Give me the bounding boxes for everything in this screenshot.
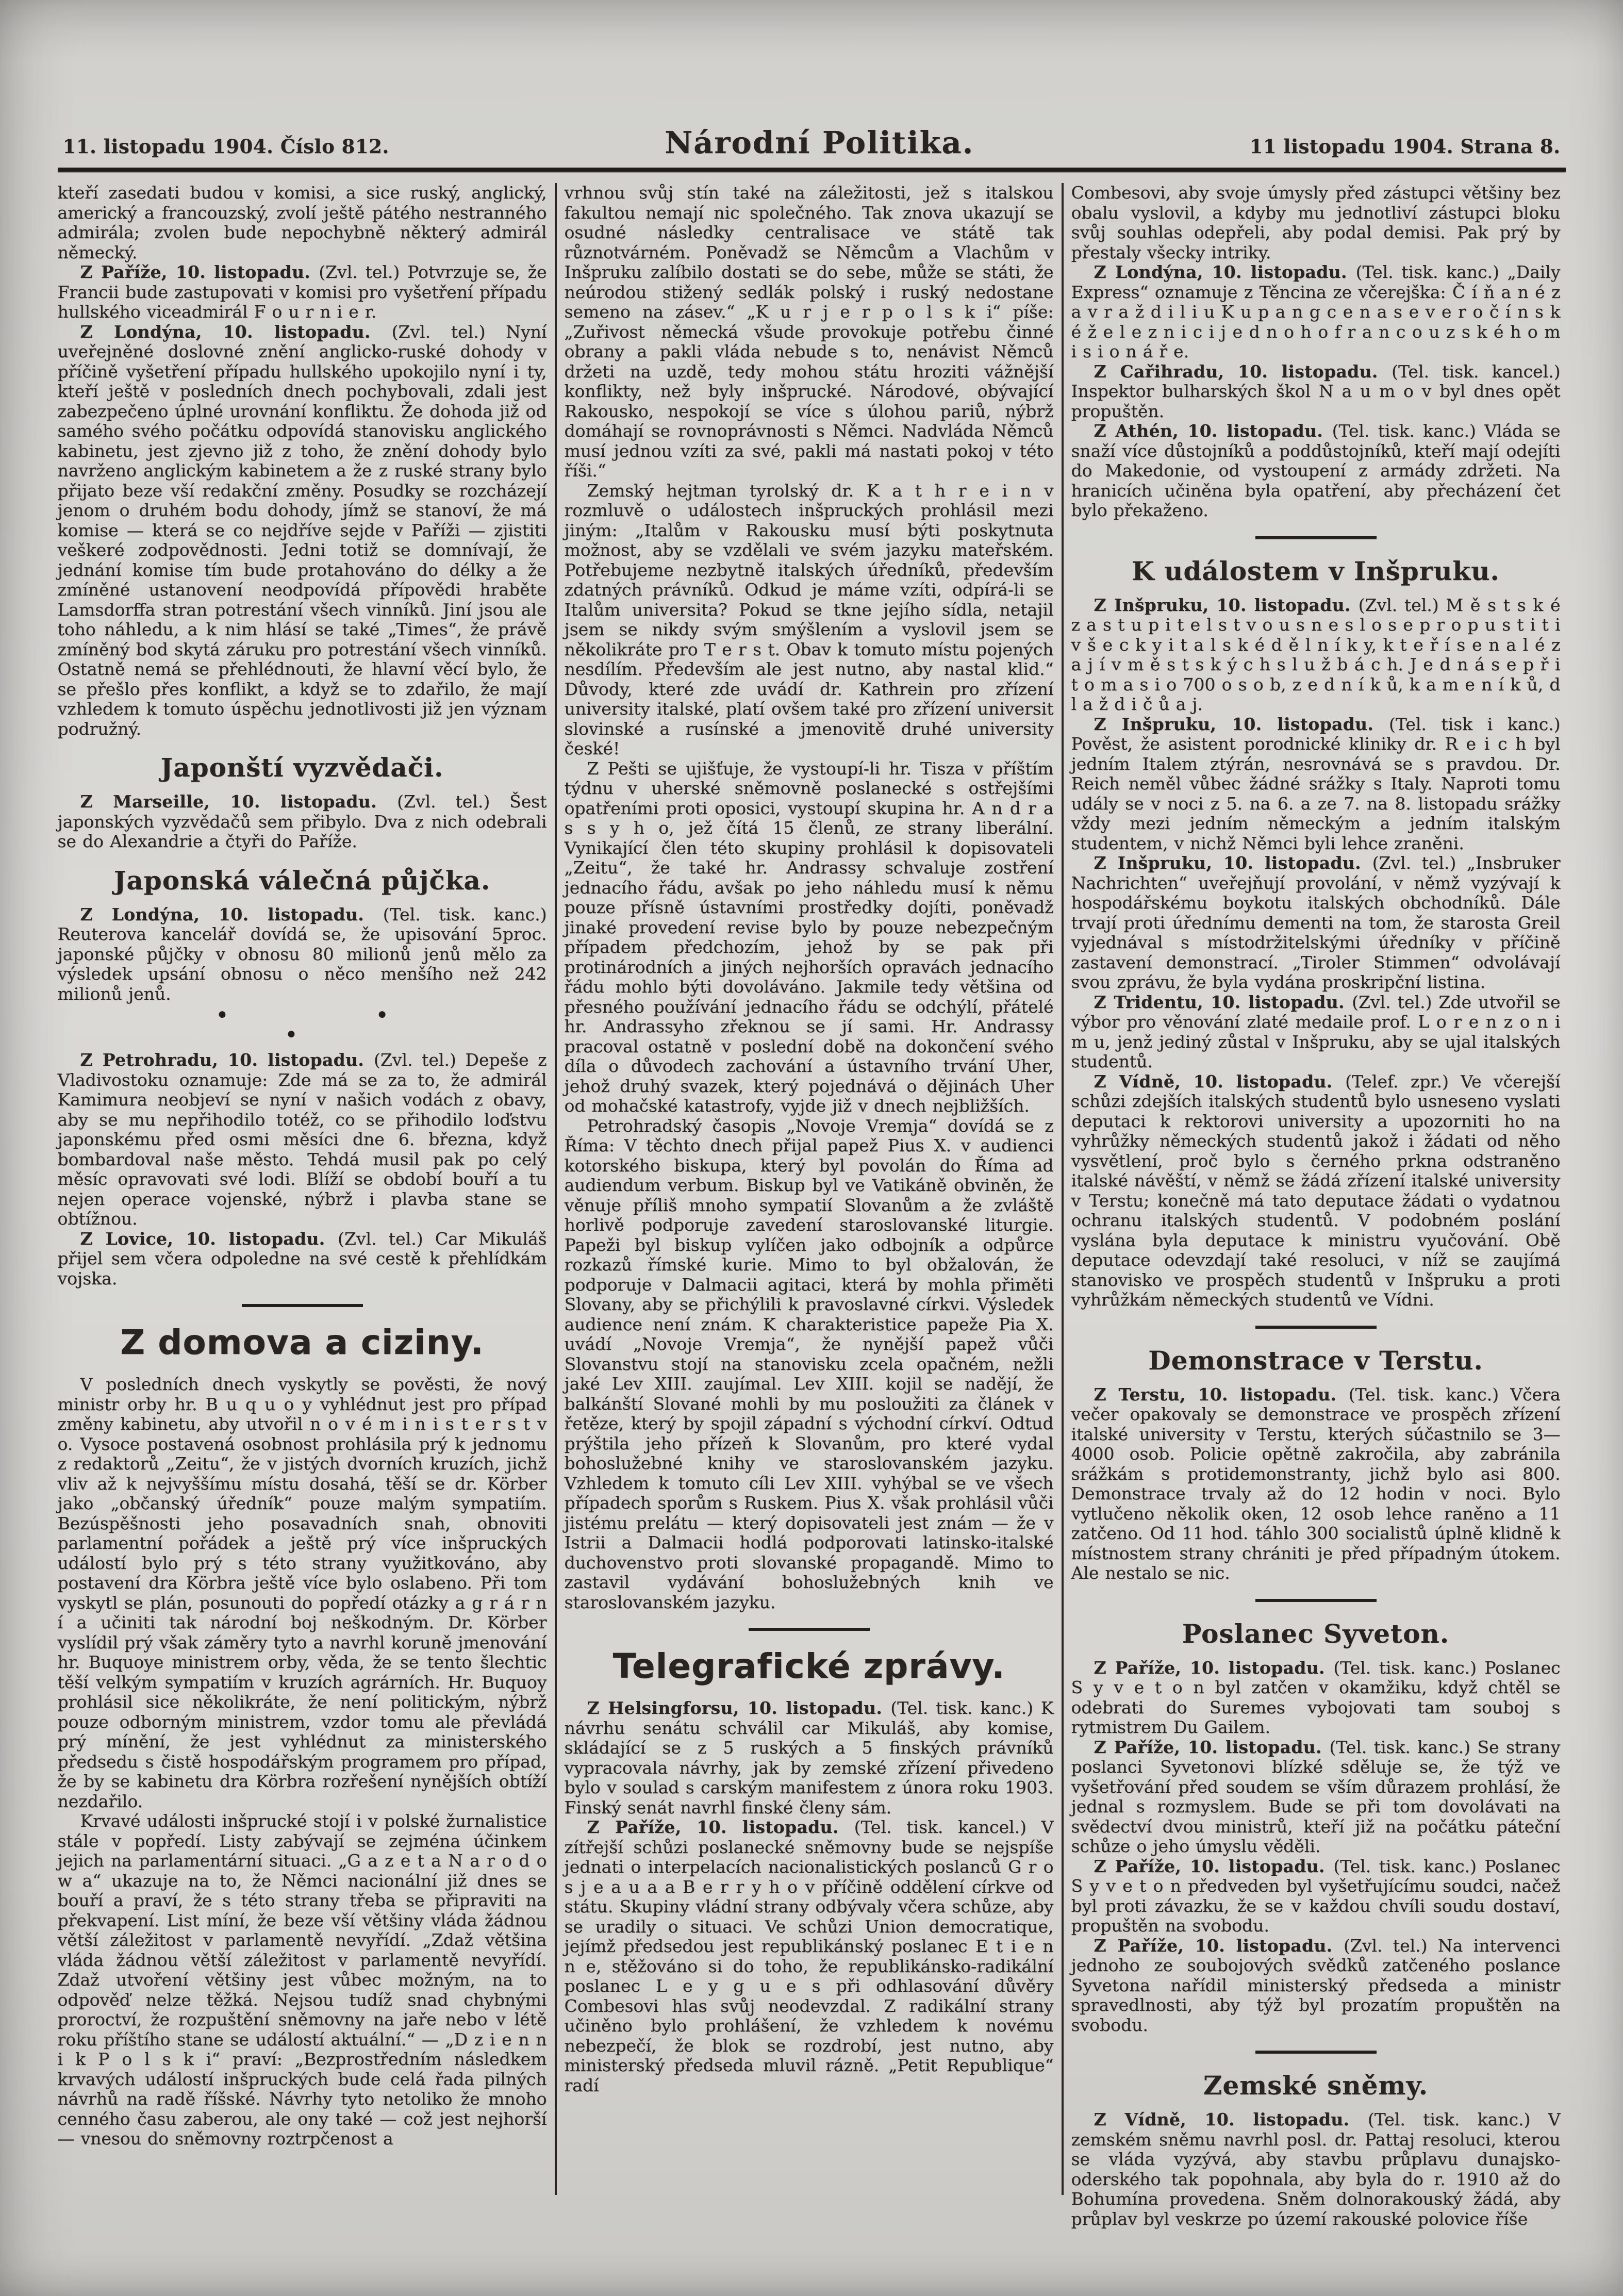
newspaper-column-center <box>565 183 1054 2229</box>
news-paragraph: Z Helsingforsu, 10. listopadu. (Tel. tisk. kanc.) K návrhu senátu schválil car Mikuláš, aby komise, skládající se z 5 ruských a 5 finských právníků vypracovala návrhy, jak by zemské zřízení přivedeno bylo v soulad s carským manifestem z února roku 1903. Finský senát navrhl finské členy sám. <box>564 1698 1054 1818</box>
section-divider-rule <box>749 1628 870 1631</box>
dateline: Z Helsingforsu, 10. listopadu. <box>587 1698 891 1718</box>
article-heading: Z domova a ciziny. <box>120 1323 484 1362</box>
newspaper-column-right <box>1071 183 1561 2229</box>
news-paragraph: Z Vídně, 10. listopadu. (Telef. zpr.) Ve včerejší schůzi zdejších italských studentů bylo usneseno vyslati deputaci k rektorovi university a upozorniti ho na vyhrůžky německých studentů jakož i žádati od něho vysvětlení, proč bylo s černého prkna odstraněno italské návěští, v němž se žádá zřízení italské university v Terstu; konečně má tato deputace žádati o vydatnou ochranu italských studentů. V podobném poslání vyslána byla deputace k ministru vyučování. Obě deputace odevzdají také resoluci, v níž se zaujímá stanovisko ve prospěch studentů v Inšpruku a proti vyhrůžkám německých studentů ve Vídni. <box>1071 1071 1561 1310</box>
news-paragraph: Z Athén, 10. listopadu. (Tel. tisk. kanc.) Vláda se snaží více důstojníků a poddůstojníků, kteří mají odejíti do Makedonie, od vystoupení z armády zdržeti. Na hranicích učiněna byla opatření, aby přecházení čet bylo překaženo. <box>1071 421 1561 520</box>
dateline: Z Londýna, 10. listopadu. <box>80 321 392 342</box>
dateline: Z Paříže, 10. listopadu. <box>1094 1856 1334 1876</box>
section-divider-rule <box>1255 1599 1377 1602</box>
news-paragraph: Z Paříže, 10. listopadu. (Tel. tisk. kancel.) V zítřejší schůzi poslanecké sněmovny bude se nejspíše jednati o interpelacích nacionalistických poslanců G r o s j e a u a a B e r r y h o v příčině oddělení církve od státu. Skupiny vládní strany odbývaly včera schůze, aby se uradily o situaci. Ve schůzi Union democratique, jejímž předsedou jest republikánský poslanec E t i e n n e, stěžováno si do toho, že republikánsko-radikální poslanec L e y g u e s při odhlasování důvěry Combesovi hlas svůj neodevzdal. Z radikální strany učiněno bylo prohlášení, že vzhledem k novému nebezpečí, že blok se rozdrobí, jest nutno, aby ministerský předseda mluvil rázně. „Petit Republique“ radí <box>564 1817 1054 2095</box>
columns-wrap <box>58 183 1566 2229</box>
news-paragraph: Z Inšpruku, 10. listopadu. (Zvl. tel.) M ě s t s k é z a s t u p i t e l s t v o u s n e s l o s e p r o p u s t i t i v š e c k y i t a l s k é d ě l n í k y, k t e ř í s e n a l é z a j í v m ě s t s k ý c h s l u ž b á c h. J e d n á s e p ř i t o m a s i o 700 o s o b, z e d n í k ů, k a m e n í k ů, d l a ž d i č ů a j. <box>1071 594 1561 714</box>
column-divider-rule <box>1062 183 1064 2195</box>
dateline: Z Cařihradu, 10. listopadu. <box>1094 361 1392 382</box>
news-paragraph: Z Londýna, 10. listopadu. (Tel. tisk. kanc.) Reuterova kancelář dovídá se, že upisování 5proc. japonské půjčky v obnosu 80 milionů jenů mělo za výsledek upsání obnosu o něco menšího než 242 milionů jenů. <box>57 904 547 1004</box>
section-divider-rule <box>1255 536 1377 539</box>
article-heading: Demonstrace v Terstu. <box>1148 1345 1483 1376</box>
news-paragraph: Z Vídně, 10. listopadu. (Tel. tisk. kanc.) V zemském sněmu navrhl posl. dr. Pattaj resoluci, kterou se vláda vyzývá, aby stavbu průplavu dunajsko-oderského tak popohnala, aby byla do r. 1910 až do Bohumína provedena. Sněm dolnorakouský žádá, aby průplav byl veskrze po území rakouské polovice říše <box>1071 2109 1561 2229</box>
asterism-divider <box>58 1008 547 1049</box>
page-header <box>58 125 1566 168</box>
news-paragraph: Z Tridentu, 10. listopadu. (Zvl. tel.) Zde utvořil se výbor pro věnování zlaté medaile prof. L o r e n z o n i m u, jenž jediný zůstal v Inšpruku, aby se ujal italských studentů. <box>1071 992 1561 1071</box>
issue-date-left: 11. listopadu 1904. Číslo 812. <box>62 135 389 158</box>
news-paragraph: Z Inšpruku, 10. listopadu. (Zvl. tel.) „Insbruker Nachrichten“ uveřejňují provolání, v němž vyzývají k hospodářskému boykotu italských obchodníků. Dále trvají proti úřednímu dementi na tom, že starosta Greil vyjednával s místodržitelskými úředníky v příčině zastavení demonstrací. „Tiroler Stimmen“ odvolávají svou zprávu, že byla vydána proskripční listina. <box>1071 853 1561 992</box>
news-paragraph: Z Paříže, 10. listopadu. (Tel. tisk. kanc.) Poslanec S y v e t o n byl zatčen v okamžiku, když chtěl se odebrati do Suremes vybojovati tam souboj s rytmistrem Du Gailem. <box>1071 1657 1561 1737</box>
news-paragraph: Z Pešti se ujišťuje, že vystoupí-li hr. Tisza v příštím týdnu v uherské sněmovně poslanecké s ostřejšími opatřeními proti oposici, vystoupí skupina hr. A n d r a s s y h o, jež čítá 15 členů, ze strany liberální. Vynikající člen této skupiny prohlásil k dopisovateli „Zeitu“, že také hr. Andrassy schvaluje zostření jednacího řádu, avšak po jeho náhledu musí k němu pouze přísně ústavními prostředky dojíti, poněvadž jinaké provedení revise bylo by pouze nebezpečným případem předchozím, jehož by se pak při protinárodních a jiných nejhorších opravách jednacího řádu mohlo býti dovoláváno. Jakmile tedy většina od přesného používání jednacího řádu se odchýlí, přátelé hr. Andrassyho zřeknou se jí sami. Hr. Andrassy pracoval ostatně v poslední době na dokončení svého díla o důvodech zachování a ústavního trvání Uher, jehož druhý svazek, který pojednává o dějinách Uher od mohačské katastrofy, vyjde již v dnech nejbližších. <box>564 758 1054 1116</box>
news-paragraph: Z Terstu, 10. listopadu. (Tel. tisk. kanc.) Včera večer opakovaly se demonstrace ve prospěch zřízení italské university v Terstu, kterých súčastnilo se 3—4000 osob. Policie opětně zakročila, aby zabránila srážkám s protidemonstranty, jichž bylo asi 800. Demonstrace trvaly až do 12 hodin v noci. Bylo vytlučeno několik oken, 12 osob lehce raněno a 11 zatčeno. Od 11 hod. táhlo 300 socialistů úplně klidně k místnostem strany chrániti je před případným útokem. Ale nestalo se nic. <box>1071 1384 1561 1583</box>
news-paragraph: Krvavé události inšprucké stojí i v polské žurnalistice stále v popředí. Listy zabývají se zejména účinkem jejich na parlamentární situaci. „G a z e t a N a r o d o w a“ ukazuje na to, že Němci nacionální již dnes se bouří a praví, že s této strany třeba se připraviti na překvapení. List míní, že beze vší většiny vláda žádnou větší záležitost v parlamentě nevyřídí. „Zdaž většina vláda žádnou větší záležitost v parlamentě nevyřídí. Zdaž utvoření většiny jest vůbec možným, na to odpověď nelze těžká. Nejsou tudíž snad chybnými proroctví, že rozpuštění sněmovny na jaře nebo v létě roku příštího stane se událostí aktuální.“ — „D z i e n n i k P o l s k i“ praví: „Bezprostředním následkem krvavých událostí inšpruckých bude celá řada pilných návrhů na radě říšské. Návrhy tyto netoliko že mnoho cenného času zaberou, ale ony také — což jest nejhorší — vnesou do sněmovny roztrpčenost a <box>57 1811 547 2149</box>
dateline: Z Petrohradu, 10. listopadu. <box>80 1050 374 1070</box>
dateline: Z Marseille, 10. listopadu. <box>80 791 398 812</box>
news-paragraph: Z Cařihradu, 10. listopadu. (Tel. tisk. kancel.) Inspektor bulharských škol N a u m o v byl dnes opět propuštěn. <box>1071 361 1561 421</box>
dateline: Z Vídně, 10. listopadu. <box>1094 1071 1346 1092</box>
article-heading: Japonští vyzvědači. <box>160 752 444 783</box>
dateline: Z Londýna, 10. listopadu. <box>1094 262 1356 282</box>
dateline: Z Paříže, 10. listopadu. <box>1094 1657 1334 1678</box>
dateline: Z Athén, 10. listopadu. <box>1094 421 1332 441</box>
article-heading: K událostem v Inšpruku. <box>1132 555 1500 586</box>
news-paragraph: Z Paříže, 10. listopadu. (Zvl. tel.) Potvrzuje se, že Francii bude zastupovati v komisi pro vyšetření případu hullského viceadmirál F o u r n i e r. <box>57 262 547 322</box>
dateline: Z Paříže, 10. listopadu. <box>1094 1737 1330 1757</box>
news-paragraph: Z Lovice, 10. listopadu. (Zvl. tel.) Car Mikuláš přijel sem včera odpoledne na své cestě k přehlídkám vojska. <box>57 1228 547 1289</box>
news-paragraph: kteří zasedati budou v komisi, a sice ruský, anglický, americký a francouzský, zvolí ještě pátého nestranného admirála; zvolen bude nepochybně některý admirál německý. <box>57 183 547 262</box>
dateline: Z Inšpruku, 10. listopadu. <box>1094 714 1389 734</box>
header-rule <box>58 168 1566 172</box>
news-paragraph: vrhnou svůj stín také na záležitosti, jež s italskou fakultou nemají nic společného. Tak znova ukazují se osudné následky centralisace ve státě tak různotvárném. Poněvadž se Němcům a Vlachům v Inšpruku zalíbilo dostati se do sebe, může se státi, že neúrodou stižený sedlák polský i ruský nedostane semeno na zásev.“ „K u r j e r p o l s k i“ píše: „Zuřivost německá všude provokuje potřebu činné obrany a pakli vláda nebude s to, nenávist Němců držeti na uzdě, tedy mohou státu hroziti vážnější konflikty, než byly inšprucké. Národové, obývající Rakousko, nespokojí se více s úlohou pariů, nýbrž domáhají se rovnoprávnosti s Němci. Nadvláda Němců musí jednou vzíti za své, pakli má nastati pokoj v této říši.“ <box>564 183 1054 481</box>
dateline: Z Inšpruku, 10. listopadu. <box>1094 853 1372 873</box>
section-divider-rule <box>1255 1326 1377 1329</box>
dateline: Z Paříže, 10. listopadu. <box>587 1817 854 1837</box>
news-paragraph: V posledních dnech vyskytly se pověsti, že nový ministr orby hr. B u q u o y vyhlédnut jest pro případ změny kabinetu, aby utvořil n o v é m i n i s t e r s t v o. Vysoce postavená osobnost prohlásila prý k jednomu z redaktorů „Zeitu“, že v jistých dvorních kruzích, jichž vliv až k nejvyššímu místu dosahá, těší se dr. Körber jako „občanský úředník“ pouze malým sympatiím. Bezúspěšnosti jeho posavadních snah, obnoviti parlamentní pořádek a ještě prý více inšpruckých událostí bylo prý s této strany využitkováno, aby postavení dra Körbra ještě více bylo oslabeno. Při tom vyskytl se plán, posunouti do popředí otázky a g r á r n í a učiniti tak národní boj neškodným. Dr. Körber vyslídil prý však záměry tyto a navrhl koruně jmenování hr. Buquoye ministrem orby, věda, že se tento šlechtic těší velkým sympatiím v kruzích agrárních. Hr. Buquoy prohlásil sice několikráte, že není politickým, nýbrž pouze odborným ministrem, vzdor tomu ale převládá prý mínění, že jest vyhlédnut za ministerského předsedu s čistě hospodářským programem pro případ, že by se kabinetu dra Körbra rozřešení nynějších obtíží nezdařilo. <box>57 1374 547 1811</box>
news-paragraph: Z Paříže, 10. listopadu. (Tel. tisk. kanc.) Poslanec S y v e t o n předveden byl vyšetřujícímu soudci, načež byl proti závazku, že se v každou chvíli soudu dostaví, propuštěn na svobodu. <box>1071 1856 1561 1936</box>
article-heading: Japonská válečná půjčka. <box>113 865 491 896</box>
dateline: Z Inšpruku, 10. listopadu. <box>1094 594 1359 615</box>
section-divider-rule <box>1255 2051 1377 2054</box>
article-heading: Poslanec Syveton. <box>1182 1618 1450 1649</box>
news-paragraph: Z Petrohradu, 10. listopadu. (Zvl. tel.) Depeše z Vladivostoku oznamuje: Zde má se za to, že admirál Kamimura neobjeví se nyní v našich vodách z obavy, aby se mu nepřihodilo totéž, co se přihodilo loďstvu japonskému před osmi měsíci dne 6. března, když bombardoval naše město. Tehdá musil pak po celý měsíc opravovati své lodi. Blíží se období bouří a tu nejen operace vojenské, nýbrž i plavba stane se obtížnou. <box>57 1050 547 1229</box>
news-paragraph: Z Marseille, 10. listopadu. (Zvl. tel.) Šest japonských vyzvědačů sem přibylo. Dva z nich odebrali se do Alexandrie a čtyři do Paříže. <box>57 791 547 851</box>
news-paragraph: Z Londýna, 10. listopadu. (Tel. tisk. kanc.) „Daily Express“ oznamuje z Těncina ze včerejška: Č í ň a n é z a v r a ž d i l i u K u p a n g c e n a s e v e r o č í n s k é ž e l e z n i c i j e d n o h o f r a n c o u z s k é h o m i s i o n á ř e. <box>1071 262 1561 361</box>
page-inner <box>58 125 1566 2229</box>
issue-date-right: 11 listopadu 1904. Strana 8. <box>1249 135 1561 158</box>
newspaper-column-left <box>58 183 547 2229</box>
column-divider-rule <box>555 183 557 2195</box>
news-paragraph: Z Paříže, 10. listopadu. (Zvl. tel.) Na intervenci jednoho ze soubojových svědků zatčeného poslance Syvetona nařídil ministerský předseda a ministr spravedlnosti, aby týž byl prozatím propuštěn na svobodu. <box>1071 1935 1561 2035</box>
article-heading: Telegrafické zprávy. <box>612 1646 1005 1686</box>
article-heading: Zemské sněmy. <box>1203 2070 1429 2101</box>
dateline: Z Terstu, 10. listopadu. <box>1094 1384 1349 1405</box>
dateline: Z Vídně, 10. listopadu. <box>1094 2109 1368 2129</box>
news-paragraph: Z Londýna, 10. listopadu. (Zvl. tel.) Nyní uveřejněné doslovné znění anglicko-ruské dohody v příčině vyšetření případu hullského upokojilo nyní i ty, kteří ještě v posledních dnech pochybovali, zdali jest zabezpečeno úplné urovnání konfliktu. Že dohoda již od samého svého počátku odpovídá stanovisku anglického kabinetu, jest zjevno již z toho, že znění dohody bylo navrženo anglickým kabinetem a že z ruské strany bylo přijato beze vší redakční změny. Posudky se rozcházejí jenom o druhém bodu dohody, jímž se stanoví, že má komise — která se co nejdříve sejde v Paříži — zjistiti veškeré zodpovědnosti. Jedni totiž se domnívají, že jednání komise tím bude protahováno do délky a že zmíněné ustanovení neodpovídá přípovědi hraběte Lamsdorffa stran potrestání všech vinníků. Jiní jsou ale toho náhledu, a k nim hlásí se také „Times“, že právě zmíněný bod skytá záruku pro potrestání všech vinníků. Ostatně nemá se přehlédnouti, že hlavní věcí bylo, že se přešlo přes konflikt, a když se to zdařilo, že mají vzhledem k tomuto úspěchu jednotlivosti již jen význam podružný. <box>57 321 547 739</box>
dateline: Z Paříže, 10. listopadu. <box>80 262 319 282</box>
news-paragraph: Zemský hejtman tyrolský dr. K a t h r e i n v rozmluvě o událostech inšpruckých prohlásil mezi jiným: „Italům v Rakousku musí býti poskytnuta možnost, aby se vzdělali ve svém jazyku mateřském. Potřebujeme nezbytně italských úředníků, především zdatných právníků. Odkud je máme vzíti, odpírá-li se Italům universita? Pokud se tkne jejího sídla, netajil jsem se nikdy svým smýšlením a vyslovil jsem se několikráte pro T e r s t. Obav k tomuto místu pojených nesdílím. Především ale jest nutno, aby nastal klid.“ Důvody, které zde uvádí dr. Kathrein pro zřízení university italské, platí ovšem také pro zřízení universit slovinské a rusínské a jmenovitě druhé university české! <box>564 480 1054 758</box>
dateline: Z Paříže, 10. listopadu. <box>1094 1935 1344 1956</box>
news-paragraph: Z Inšpruku, 10. listopadu. (Tel. tisk i kanc.) Pověst, že asistent porodnické kliniky dr. R e i c h byl jedním Italem ztýrán, nesrovnává se s pravdou. Dr. Reich neměl vůbec žádné srážky s Italy. Naproti tomu udály se v noci z 5. na 6. a ze 7. na 8. listopadu srážky vždy mezi jedním německým a jedním italským studentem, v nichž Němci byli lehce zraněni. <box>1071 714 1561 853</box>
masthead-title: Národní Politika. <box>665 125 974 160</box>
dateline: Z Tridentu, 10. listopadu. <box>1094 992 1352 1012</box>
news-paragraph: Petrohradský časopis „Novoje Vremja“ dovídá se z Říma: V těchto dnech přijal papež Pius X. v audienci kotorského biskupa, který byl povolán do Říma ad audiendum verbum. Biskup byl ve Vatikáně obviněn, že věnuje příliš mnoho sympatií Slovanům a že zvláště horlivě podporuje zavedení staroslovanské liturgie. Papeži byl biskup vylíčen jako odbojník a odpůrce rozkazů římské kurie. Mimo to byl obžalován, že podporuje v Dalmacii agitaci, která by mohla přiměti Slovany, aby se přichýlili k pravoslavné církvi. Výsledek audience není znám. K charakteristice papeže Pia X. uvádí „Novoje Vremja“, že nynější papež vůči Slovanstvu stojí na stanovisku zcela opačném, nežli jaké Lev XIII. zaujímal. Lev XIII. kojil se nadějí, že balkánští Slované mohli by mu posloužiti za článek v řetěze, který by spojil západní s východní církví. Odtud prýštila jeho přízeň k Slovanům, pro které vydal bohoslužebné knihy ve staroslovanském jazyku. Vzhledem k tomuto cíli Lev XIII. vyhýbal se ve všech případech sporům s Ruskem. Pius X. však prohlásil vůči jistému prelátu — který dopisovateli jest znám — že v Istrii a Dalmacii hodlá podporovati latinsko-italské duchovenstvo proti slovanské propagandě. Mimo to zastavil vydávání bohoslužebných knih ve staroslovanském jazyku. <box>564 1115 1054 1612</box>
news-paragraph: Combesovi, aby svoje úmysly před zástupci většiny bez obalu vyslovil, a kdyby mu jednotliví zástupci bloku svůj souhlas odepřeli, aby podal demisi. Pak prý by přestaly všecky intriky. <box>1071 183 1561 262</box>
news-paragraph: Z Paříže, 10. listopadu. (Tel. tisk. kanc.) Se strany poslanci Syvetonovi blízké sděluje se, že týž ve vyšetřování před soudem se vším důrazem prohlásí, že jednal s rozmyslem. Bude se při tom dovolávati na svědectví dvou ministrů, kteří již na počátku páteční schůze o jeho úmyslu věděli. <box>1071 1737 1561 1856</box>
dateline: Z Londýna, 10. listopadu. <box>80 904 383 924</box>
section-divider-rule <box>242 1304 363 1307</box>
dateline: Z Lovice, 10. listopadu. <box>80 1228 338 1249</box>
